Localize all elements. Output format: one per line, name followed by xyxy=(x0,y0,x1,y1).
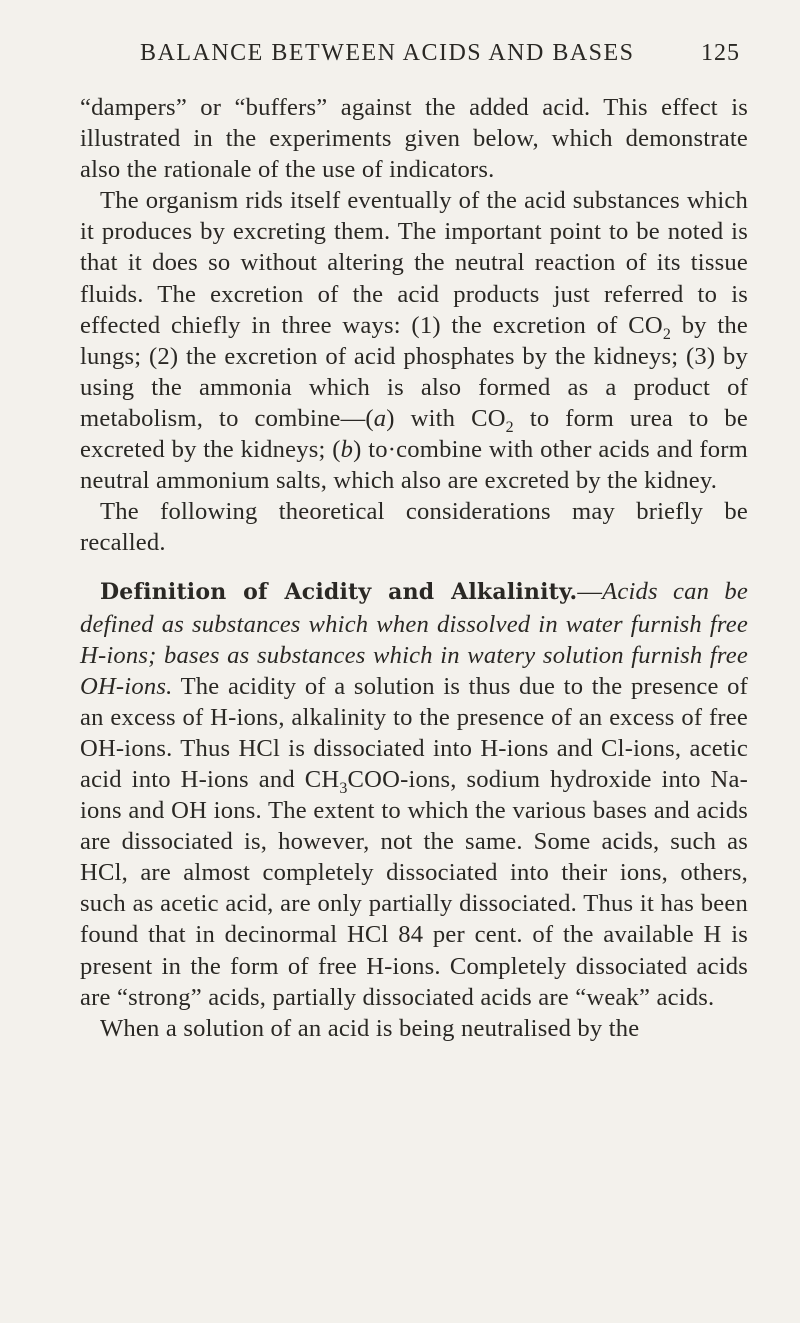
body-text xyxy=(80,92,748,1044)
subscript: 2 xyxy=(505,418,514,436)
page-number: 125 xyxy=(701,40,740,66)
subscript: 3 xyxy=(339,779,348,797)
paragraph-5: When a solution of an acid is being neutralised by the xyxy=(100,1014,640,1042)
paragraph-4: Definition of Acidity and Alkalinity.—Acids can be defined as substances which when dissolved in water furnish free H-ions; bases as substances which in watery solution furnish free OH-ions. The acidity of a solution is thus due to the presence of an excess of H-ions, alkalinity to the presence of an excess of free OH-ions. Thus HCl is dissociated into H-ions and Cl-ions, acetic acid into H-ions and $CH_3COO$-ions, sodium hydroxide into Na-ions and OH ions. The extent to which the various bases and acids are dissociated is, however, not the same. Some acids, such as HCl, are almost completely dissociated into their ions, others, such as acetic acid, are only partially dissociated. Thus it has been found that in decinormal HCl 84 per cent. of the available H is present in the form of free H-ions. Completely dissociated acids are “strong” acids, partially dissociated acids are “weak” acids. xyxy=(80,578,749,1011)
paragraph-2: The organism rids itself eventually of the acid substances which it produces by excreting them. The important point to be noted is that it does so without altering the neutral reaction of its tissue fluids. The excretion of the acid products just referred to is effected chiefly in three ways: (1) the excretion of $CO_2$ by the lungs; (2) the excretion of acid phosphates by the kidneys; (3) by using the ammonia which is also formed as a product of metabolism, to combine—(a) with $CO_2$ to form urea to be excreted by the kidneys; (b) to·combine with other acids and form neutral ammonium salts, which also are excreted by the kidney. xyxy=(80,187,749,495)
italic-letter: a xyxy=(373,404,387,432)
section-heading: Definition of Acidity and Alkalinity. xyxy=(100,579,578,606)
running-head: BALANCE BETWEEN ACIDS AND BASES xyxy=(140,40,635,66)
definition-text: Acids can be defined as substances which when dissolved in water furnish free H-ions; bases as substances which in watery solution furnish free OH-ions. xyxy=(80,578,749,700)
paragraph-3: The following theoretical considerations may briefly be recalled. xyxy=(80,498,748,557)
paragraph-1: “dampers” or “buffers” against the added acid. This effect is illustrated in the experiments given below, which demonstrate also the rationale of the use of indicators. xyxy=(80,94,748,184)
italic-letter: b xyxy=(340,436,354,464)
subscript: 2 xyxy=(662,325,672,343)
